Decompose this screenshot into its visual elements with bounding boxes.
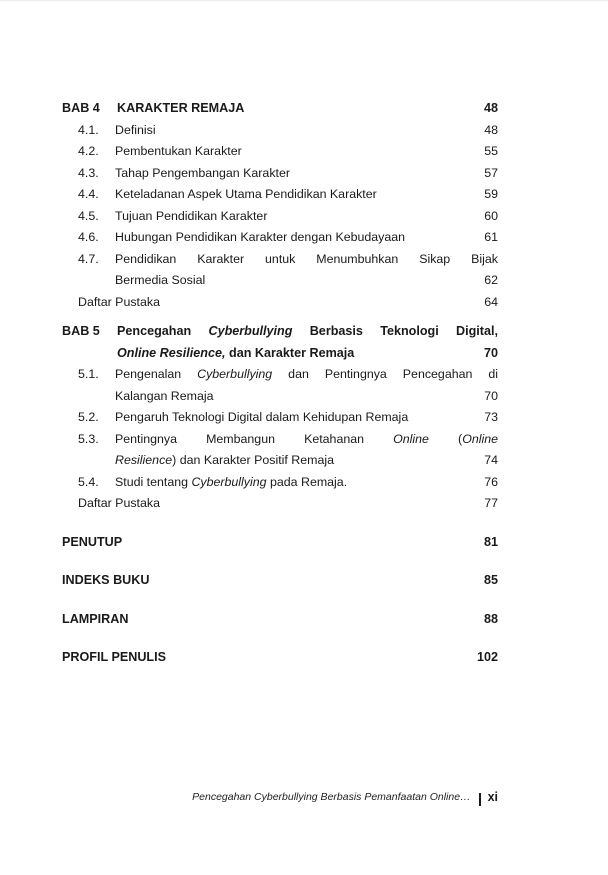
entry-title-seg: dan Pentingnya Pencegahan di bbox=[272, 367, 498, 381]
toc-entry-penutup[interactable] bbox=[62, 532, 498, 554]
chapter-page-number: 48 bbox=[483, 101, 498, 115]
chapter-title-seg: Pencegahan bbox=[117, 324, 209, 338]
toc-entry-lampiran[interactable] bbox=[62, 609, 498, 631]
page-footer bbox=[0, 790, 608, 804]
entry-title: Tahap Pengembangan Karakter bbox=[115, 165, 290, 180]
entry-page-number: 55 bbox=[484, 144, 498, 158]
entry-page-number: 48 bbox=[484, 122, 498, 137]
toc-entry-profil-penulis[interactable] bbox=[62, 647, 498, 669]
entry-title-italic-seg: Online bbox=[462, 431, 499, 446]
entry-title: Pembentukan Karakter bbox=[115, 144, 242, 158]
chapter-page-number: 70 bbox=[483, 345, 498, 360]
entry-title-italic-seg: Online bbox=[393, 431, 429, 446]
entry-title-line2: Bermedia Sosial bbox=[115, 273, 206, 287]
toc-references-bab5[interactable] bbox=[78, 493, 498, 515]
back-matter-page-number: 85 bbox=[483, 573, 498, 587]
entry-title-italic-seg: Cyberbullying bbox=[197, 367, 273, 381]
chapter-title-italic-seg: Online Resilience, bbox=[117, 345, 226, 360]
entry-title-seg: Pengenalan bbox=[115, 367, 198, 381]
entry-number: 4.2. bbox=[78, 144, 99, 158]
chapter-number-label: BAB 4 bbox=[62, 101, 100, 115]
entry-page-number: 76 bbox=[484, 474, 498, 489]
entry-title-line1 bbox=[115, 429, 498, 451]
entry-number: 4.1. bbox=[78, 122, 99, 137]
toc-entry-5-4[interactable] bbox=[62, 472, 498, 494]
back-matter-label: PENUTUP bbox=[62, 534, 123, 549]
references-label: Daftar Pustaka bbox=[78, 496, 160, 510]
entry-title-italic-seg: Resilience bbox=[115, 453, 173, 467]
toc-entry-4-5[interactable] bbox=[62, 206, 498, 228]
entry-title-line2: Kalangan Remaja bbox=[115, 388, 214, 403]
toc-entry-indeks-buku[interactable] bbox=[62, 570, 498, 592]
entry-number: 5.2. bbox=[78, 410, 99, 424]
entry-number: 4.6. bbox=[78, 230, 99, 244]
back-matter-label: PROFIL PENULIS bbox=[62, 650, 167, 664]
back-matter-page-number: 81 bbox=[483, 534, 498, 549]
entry-title: Tujuan Pendidikan Karakter bbox=[115, 208, 268, 223]
back-matter-page-number: 88 bbox=[483, 611, 498, 626]
entry-title-seg: pada Remaja. bbox=[266, 474, 351, 489]
entry-title-line1 bbox=[115, 364, 498, 386]
entry-page-number: 62 bbox=[484, 273, 498, 287]
entry-number: 4.7. bbox=[78, 251, 99, 266]
chapter-title-line2 bbox=[117, 343, 498, 365]
footer-page-number: xi bbox=[487, 790, 498, 804]
entry-page-number: 57 bbox=[484, 165, 498, 180]
entry-number: 5.3. bbox=[78, 431, 99, 446]
back-matter-label: INDEKS BUKU bbox=[62, 573, 150, 587]
entry-page-number: 59 bbox=[484, 187, 498, 201]
toc-references-bab4[interactable] bbox=[78, 292, 498, 314]
toc-entry-5-1[interactable] bbox=[62, 364, 498, 407]
entry-number: 5.1. bbox=[78, 367, 99, 381]
entry-title-line1: Pendidikan Karakter untuk Menumbuhkan Sikap Bijak bbox=[115, 251, 498, 266]
chapter-gap bbox=[62, 313, 498, 321]
references-page-number: 77 bbox=[484, 496, 498, 510]
footer-divider bbox=[479, 793, 481, 806]
chapter-title-line1 bbox=[117, 321, 498, 343]
entry-page-number: 74 bbox=[484, 453, 498, 467]
entry-title-italic-seg: Cyberbullying bbox=[191, 474, 267, 489]
entry-number: 4.3. bbox=[78, 165, 99, 180]
chapter-title-italic-seg: Cyberbullying bbox=[208, 324, 293, 338]
toc-entry-4-6[interactable] bbox=[62, 227, 498, 249]
toc-entry-4-2[interactable] bbox=[62, 141, 498, 163]
entry-title-seg: ) dan Karakter Positif Remaja bbox=[172, 453, 335, 467]
page-top-edge bbox=[0, 0, 608, 2]
toc-entry-4-3[interactable] bbox=[62, 163, 498, 185]
entry-title: Definisi bbox=[115, 122, 156, 137]
entry-page-number: 70 bbox=[484, 388, 498, 403]
toc-entry-4-1[interactable] bbox=[62, 120, 498, 142]
entry-title: Pengaruh Teknologi Digital dalam Kehidupan Remaja bbox=[115, 410, 409, 424]
entry-title-seg: ( bbox=[428, 431, 463, 446]
back-matter-page-number: 102 bbox=[476, 650, 498, 664]
toc-entry-4-7[interactable] bbox=[62, 249, 498, 292]
chapter-title-seg: dan Karakter Remaja bbox=[225, 345, 355, 360]
entry-number: 4.4. bbox=[78, 187, 99, 201]
entry-title: Hubungan Pendidikan Karakter dengan Kebudayaan bbox=[115, 230, 406, 244]
toc-chapter-heading-bab4[interactable] bbox=[62, 98, 498, 120]
chapter-number-label: BAB 5 bbox=[62, 324, 100, 338]
references-label: Daftar Pustaka bbox=[78, 294, 160, 309]
entry-page-number: 60 bbox=[484, 208, 498, 223]
entry-title-seg: Studi tentang bbox=[115, 474, 192, 489]
entry-page-number: 73 bbox=[484, 410, 498, 424]
toc-entry-4-4[interactable] bbox=[62, 184, 498, 206]
entry-title: Keteladanan Aspek Utama Pendidikan Karakter bbox=[115, 187, 377, 201]
entry-number: 5.4. bbox=[78, 474, 99, 489]
entry-number: 4.5. bbox=[78, 208, 99, 223]
table-of-contents bbox=[62, 98, 498, 669]
references-page-number: 64 bbox=[484, 294, 498, 309]
entry-title-seg: Pentingnya Membangun Ketahanan bbox=[115, 431, 394, 446]
footer-running-title: Pencegahan Cyberbullying Berbasis Pemanfaatan Online… bbox=[192, 791, 471, 803]
toc-entry-5-2[interactable] bbox=[62, 407, 498, 429]
toc-entry-5-3[interactable] bbox=[62, 429, 498, 472]
back-matter-label: LAMPIRAN bbox=[62, 611, 129, 626]
toc-chapter-heading-bab5[interactable] bbox=[62, 321, 498, 364]
chapter-title-seg: Berbasis Teknologi Digital, bbox=[292, 324, 498, 338]
chapter-title: KARAKTER REMAJA bbox=[117, 101, 245, 115]
entry-page-number: 61 bbox=[484, 230, 498, 244]
